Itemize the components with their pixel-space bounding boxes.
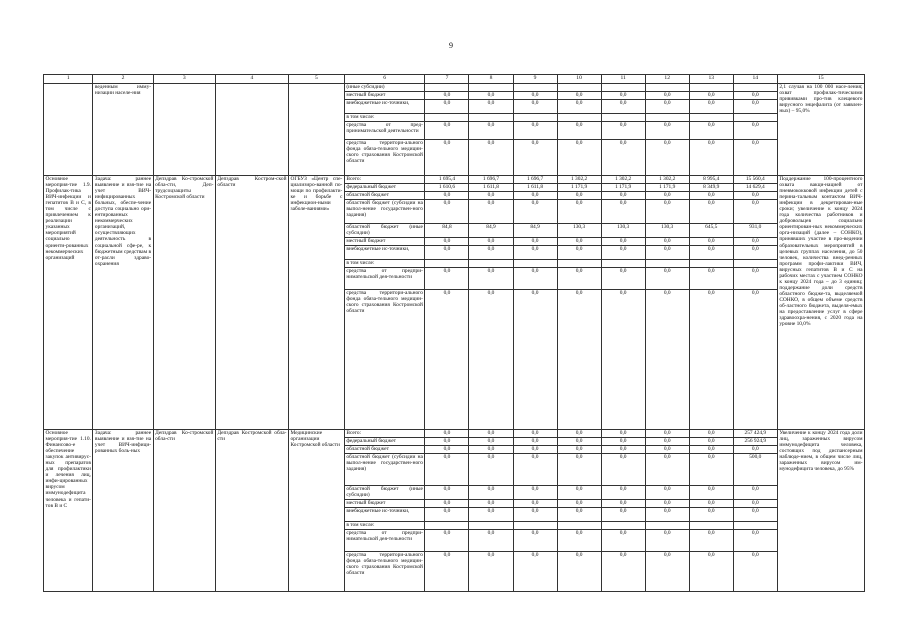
funding-value: 1 611,8 [513,184,557,192]
funding-value: 0,0 [601,192,645,200]
measure-executor [288,84,344,176]
funding-value: 0,0 [469,446,513,454]
measure-responsible [215,84,288,176]
funding-source: средства от предпри-нимательской дея-тельности [344,530,425,552]
funding-value: 0,0 [557,486,601,500]
funding-value: 0,0 [425,200,469,224]
funding-value: 0,0 [689,100,733,114]
funding-value: 0,0 [513,438,557,446]
funding-value: 0,0 [733,238,777,246]
measure-name: Основное мероприя-тие 1.9. Профилак-тика ВИЧ-инфекции и гепатитов В и С, в том числе с привлечением к реализации указанных мероприятий социально ориенти-рованных некоммерческих организаций [44,176,93,430]
funding-value: 0,0 [645,92,689,100]
funding-value: 0,0 [425,268,469,290]
funding-value: 0,0 [733,500,777,508]
col-header: 15 [777,75,864,84]
funding-value: 1 302,2 [557,176,601,184]
funding-value [601,260,645,268]
funding-value: 0,0 [645,246,689,260]
funding-value: 0,0 [425,446,469,454]
expected-result: Поддержание 100-процентного охвата вакци-нацией от пневмококковой инфекции детей с перина-тальным контактом ВИЧ-инфекции в декретирован-ные сроки; увеличение к концу 2024 года количества работников и добровольцев социально ориентирован-ных некоммерческих орга-низаций (далее – СОНКО), принявших участие в про-ведении образовательных мероприятий в целевых группах населения, до 50 человек, количества внед-ренных программ профи-лактики ВИЧ, вирусных гепатитов В и С на рабочих местах с участием СОНКО к концу 2024 года – до 3 единиц; поддержание доли средств областного бюдже-та, выделяемой СОНКО, в общем объеме средств об-ластного бюджета, выделя-емых на предоставление услуг в сфере здравоохра-нения, с 2020 года на уровне 10,0% [777,176,864,430]
funding-value: 0,0 [689,246,733,260]
page-number: 9 [449,41,453,50]
funding-value [689,260,733,268]
funding-value: 8 995,4 [689,176,733,184]
funding-source: внебюджетные ис-точники, [344,246,425,260]
funding-value: 0,0 [513,268,557,290]
funding-value: 0,0 [513,430,557,438]
funding-value [601,84,645,92]
funding-value [469,260,513,268]
funding-value: 0,0 [557,552,601,592]
funding-value: 0,0 [513,246,557,260]
col-header: 5 [288,75,344,84]
measure-coordinator: Депздрав Ко-стромской обла-сти [153,430,215,592]
funding-value: 0,0 [689,430,733,438]
funding-value: 0,0 [645,438,689,446]
funding-value: 15 560,4 [733,176,777,184]
funding-value [513,260,557,268]
funding-value: 0,0 [513,192,557,200]
funding-value: 0,0 [601,552,645,592]
funding-value: 0,0 [557,268,601,290]
table-row [44,430,865,438]
funding-value: 1 302,2 [601,176,645,184]
col-header: 2 [93,75,153,84]
col-header: 13 [689,75,733,84]
funding-value: 0,0 [469,238,513,246]
funding-value [645,522,689,530]
funding-value: 0,0 [557,100,601,114]
funding-value: 0,0 [733,140,777,176]
funding-source: областной бюджет (иные субсидии) [346,486,423,499]
funding-source: местный бюджет [344,500,425,508]
funding-value: 0,0 [469,508,513,522]
col-header: 10 [557,75,601,84]
funding-value: 0,0 [469,92,513,100]
funding-value: 0,0 [689,552,733,592]
funding-value: 0,0 [513,446,557,454]
funding-value [469,84,513,92]
funding-value: 0,0 [513,122,557,140]
funding-value: 0,0 [601,500,645,508]
measure-coordinator: Депздрав Ко-стромской обла-сти, Деп-трудсоцзащиты Костромской области [153,176,215,430]
measure-responsible: Депздрав Костром-ской области [215,176,288,430]
funding-value: 0,0 [645,122,689,140]
funding-value: 0,0 [425,438,469,446]
expected-result: 2,1 случая на 100 000 насе-ления; охват профилак-тическими прививками про-тив клещевого вирусного энцефалита (от заявлен-ных) – 95,0% [777,84,864,176]
funding-source: областной бюджет (субсидии на выпол-нение государствен-ного задания) [344,200,425,224]
col-header: 11 [601,75,645,84]
funding-value: 0,0 [557,530,601,552]
funding-source: областной бюджет (иные субсидии) [346,224,423,237]
funding-value: 0,0 [469,500,513,508]
funding-value: 0,0 [425,140,469,176]
funding-source: средства территори-ального фонда обяза-тельного медицин-ского страхования Костромской области [344,140,425,176]
funding-value: 0,0 [689,140,733,176]
funding-value: 0,0 [513,454,557,486]
funding-value: 0,0 [513,238,557,246]
funding-value: 0,0 [645,454,689,486]
funding-source: федеральный бюджет [344,184,425,192]
funding-value: 1 302,2 [645,176,689,184]
funding-value: 0,0 [557,454,601,486]
funding-value: 0,0 [513,530,557,552]
funding-value: 1 611,8 [469,184,513,192]
funding-value: 0,0 [689,500,733,508]
funding-value: 0,0 [645,200,689,224]
funding-value [645,114,689,122]
funding-value: 0,0 [689,486,733,500]
funding-value: 0,0 [689,268,733,290]
funding-value: 0,0 [689,454,733,486]
funding-value: 0,0 [601,200,645,224]
funding-value: 257 424,9 [733,430,777,438]
funding-value [513,522,557,530]
funding-value: 8 349,9 [689,184,733,192]
funding-value: 0,0 [557,446,601,454]
funding-value: 0,0 [689,122,733,140]
measure-task: веденным имму-низации населе-ния [93,84,153,176]
funding-value: 0,0 [689,530,733,552]
funding-value [733,260,777,268]
funding-value: 1 171,9 [601,184,645,192]
funding-value: 0,0 [557,140,601,176]
funding-value: 0,0 [469,438,513,446]
funding-value: 0,0 [513,140,557,176]
funding-value [645,84,689,92]
funding-value [689,114,733,122]
funding-value: 0,0 [469,122,513,140]
funding-value: 0,0 [425,246,469,260]
funding-value: 0,0 [557,500,601,508]
funding-value: 0,0 [469,486,513,500]
funding-value: 0,0 [425,486,469,500]
funding-value: 0,0 [601,454,645,486]
col-header: 12 [645,75,689,84]
funding-value: 0,0 [733,92,777,100]
funding-value: 0,0 [469,454,513,486]
measure-name [44,84,93,176]
funding-value: 84,9 [469,224,513,238]
program-table [43,74,865,592]
funding-value: 0,0 [645,430,689,438]
funding-value: 0,0 [469,268,513,290]
funding-value [469,522,513,530]
funding-value: 0,0 [689,508,733,522]
col-header: 1 [44,75,93,84]
funding-value: 0,0 [513,508,557,522]
table-row [44,176,865,184]
funding-value [469,114,513,122]
funding-source: в том числе: [344,114,425,122]
funding-value: 0,0 [513,290,557,430]
funding-value: 0,0 [733,268,777,290]
funding-value: 0,0 [513,552,557,592]
funding-value: 0,0 [557,238,601,246]
funding-value: 0,0 [557,246,601,260]
funding-value: 0,0 [689,192,733,200]
funding-value: 0,0 [733,290,777,430]
funding-value [557,260,601,268]
funding-value: 0,0 [645,290,689,430]
funding-value: 0,0 [733,530,777,552]
funding-value: 0,0 [513,100,557,114]
col-header: 4 [215,75,288,84]
funding-value: 0,0 [425,192,469,200]
funding-value: 0,0 [645,238,689,246]
funding-value: 0,0 [601,530,645,552]
funding-value: 0,0 [557,200,601,224]
funding-value: 0,0 [733,200,777,224]
funding-value: 0,0 [469,290,513,430]
funding-value: 0,0 [601,438,645,446]
funding-value: 0,0 [645,530,689,552]
funding-value [425,260,469,268]
measure-executor: Медицинские организации Костромской области [288,430,344,592]
funding-value: 0,0 [601,508,645,522]
funding-value: 0,0 [513,486,557,500]
funding-value [557,84,601,92]
funding-source: средства от пред-принимательской деятельности [344,122,425,140]
funding-value: 0,0 [645,140,689,176]
funding-value: 0,0 [645,268,689,290]
funding-value: 0,0 [645,100,689,114]
measure-task: Задача: раннее выявление и взя-тие на учет ВИЧ-инфицированных больных, обеспе-чение доступа социально ори-ентированных некоммерческих организаций, осуществляющих деятельность в социальной сфе-ре, к бюджетным средствам в от-расли здраво-охранения [93,176,153,430]
header-row [44,75,865,84]
funding-value: 0,0 [689,92,733,100]
funding-value: 0,0 [425,500,469,508]
funding-value: 0,0 [425,290,469,430]
funding-value: 1 695,4 [425,176,469,184]
funding-value: 0,0 [689,238,733,246]
funding-value: 84,8 [425,224,469,238]
funding-value: 0,0 [425,238,469,246]
funding-value: 14 629,4 [733,184,777,192]
funding-value: 0,0 [601,430,645,438]
funding-source: средства от предпри-нимательской дея-тельности [344,268,425,290]
funding-value: 0,0 [425,454,469,486]
funding-value: 0,0 [733,122,777,140]
table-row [44,84,865,92]
funding-value: 0,0 [733,552,777,592]
funding-value [425,114,469,122]
funding-value: 0,0 [601,268,645,290]
funding-value: 0,0 [689,446,733,454]
funding-value: 0,0 [469,140,513,176]
funding-value: 0,0 [469,430,513,438]
funding-value: 0,0 [733,486,777,500]
funding-value: 0,0 [733,192,777,200]
funding-value: 0,0 [425,122,469,140]
funding-value: 256 924,9 [733,438,777,446]
funding-value [513,84,557,92]
funding-value [601,114,645,122]
funding-value: 1 696,7 [513,176,557,184]
funding-source: местный бюджет [344,238,425,246]
funding-value: 0,0 [645,446,689,454]
funding-value: 0,0 [733,100,777,114]
funding-value: 0,0 [733,446,777,454]
col-header: 8 [469,75,513,84]
col-header: 14 [733,75,777,84]
funding-value [645,260,689,268]
funding-value: 0,0 [557,430,601,438]
funding-value: 0,0 [645,552,689,592]
measure-name: Основное мероприя-тие 1.10. Финансово-е обеспечение закупок антивирус-ных препаратов для профилактики и лечения лиц, инфи-цированных вирусом иммунодефицита человека и гепати-тов В и С [44,430,93,592]
funding-value: 0,0 [601,486,645,500]
funding-value: 0,0 [601,290,645,430]
funding-value: 0,0 [425,430,469,438]
funding-value: 0,0 [733,246,777,260]
funding-value: 0,0 [689,290,733,430]
funding-value: 0,0 [645,500,689,508]
measure-task: Задача: раннее выявление и взя-тие на учет ВИЧ-инфици-рованных боль-ных [93,430,153,592]
funding-value: 500,0 [733,454,777,486]
funding-source: средства территори-ального фонда обяза-тельного медицин-ского страхования Костромской области [344,290,425,430]
expected-result: Увеличение к концу 2024 года доли лиц, зараженных вирусом иммунодефицита человека, состоящих под диспансерным наблюде-нием, в общем числе лиц, зараженных вирусом им-мунодефицита человека, до 95% [777,430,864,592]
funding-value [601,522,645,530]
col-header: 7 [425,75,469,84]
measure-executor: ОГБУЗ «Центр спе-циализиро-ванной по-мощи по профилакти-ке и борьбе с инфекцион-ными заболе-ваниями» [288,176,344,430]
funding-value: 0,0 [513,200,557,224]
funding-source: федеральный бюджет [344,438,425,446]
funding-value: 0,0 [601,238,645,246]
funding-value [425,522,469,530]
col-header: 9 [513,75,557,84]
funding-value: 0,0 [645,192,689,200]
funding-value [425,84,469,92]
funding-value: 0,0 [513,92,557,100]
funding-value: 84,9 [513,224,557,238]
funding-source: в том числе: [344,522,425,530]
funding-value [689,84,733,92]
funding-value: 645,5 [689,224,733,238]
funding-value: 0,0 [601,100,645,114]
funding-value: 0,0 [469,530,513,552]
funding-value: 0,0 [557,438,601,446]
funding-value [689,522,733,530]
funding-value: 130,3 [557,224,601,238]
funding-source: областной бюджет [344,446,425,454]
funding-value: 0,0 [557,92,601,100]
funding-value: 0,0 [557,290,601,430]
funding-value: 0,0 [469,200,513,224]
funding-value: 0,0 [601,122,645,140]
funding-value: 0,0 [733,508,777,522]
funding-value: 1 171,9 [557,184,601,192]
funding-value: 0,0 [601,246,645,260]
funding-source: Всего: [344,176,425,184]
funding-value [513,114,557,122]
funding-value: 0,0 [469,100,513,114]
funding-source: местный бюджет [344,92,425,100]
funding-value: 1 610,6 [425,184,469,192]
funding-value: 0,0 [689,200,733,224]
funding-value: 1 696,7 [469,176,513,184]
funding-value: 0,0 [601,92,645,100]
funding-value: 1 171,9 [645,184,689,192]
funding-value: 0,0 [425,530,469,552]
col-header: 3 [153,75,215,84]
funding-value: 0,0 [601,140,645,176]
funding-value [557,522,601,530]
funding-value: 0,0 [469,246,513,260]
funding-value: 0,0 [425,552,469,592]
funding-value: 0,0 [469,192,513,200]
funding-source: внебюджетные ис-точники, [344,508,425,522]
funding-value: 0,0 [425,92,469,100]
funding-value: 0,0 [689,438,733,446]
funding-value: 130,3 [645,224,689,238]
funding-source: Всего: [344,430,425,438]
funding-value: 0,0 [557,508,601,522]
funding-value [733,114,777,122]
funding-value: 931,0 [733,224,777,238]
funding-source: областной бюджет [344,192,425,200]
funding-source: областной бюджет (субсидии на выпол-нение государствен-ного задания) [344,454,425,486]
funding-value: 0,0 [425,100,469,114]
funding-value: 0,0 [645,508,689,522]
funding-value [557,114,601,122]
funding-value: 0,0 [645,486,689,500]
measure-responsible: Депздрав Костромской обла-сти [215,430,288,592]
funding-value: 0,0 [557,192,601,200]
funding-value: 0,0 [469,552,513,592]
funding-value: 0,0 [513,500,557,508]
funding-value: 0,0 [601,446,645,454]
funding-value [733,84,777,92]
funding-source: в том числе: [344,260,425,268]
funding-source: (иные субсидии) [344,84,425,92]
funding-value: 130,3 [601,224,645,238]
funding-value: 0,0 [425,508,469,522]
measure-coordinator [153,84,215,176]
col-header: 6 [344,75,425,84]
funding-source: средства территори-ального фонда обяза-тельного медицин-ского страхования Костромской области [344,552,425,592]
funding-value [733,522,777,530]
funding-value: 0,0 [557,122,601,140]
funding-source: внебюджетные ис-точники, [344,100,425,114]
